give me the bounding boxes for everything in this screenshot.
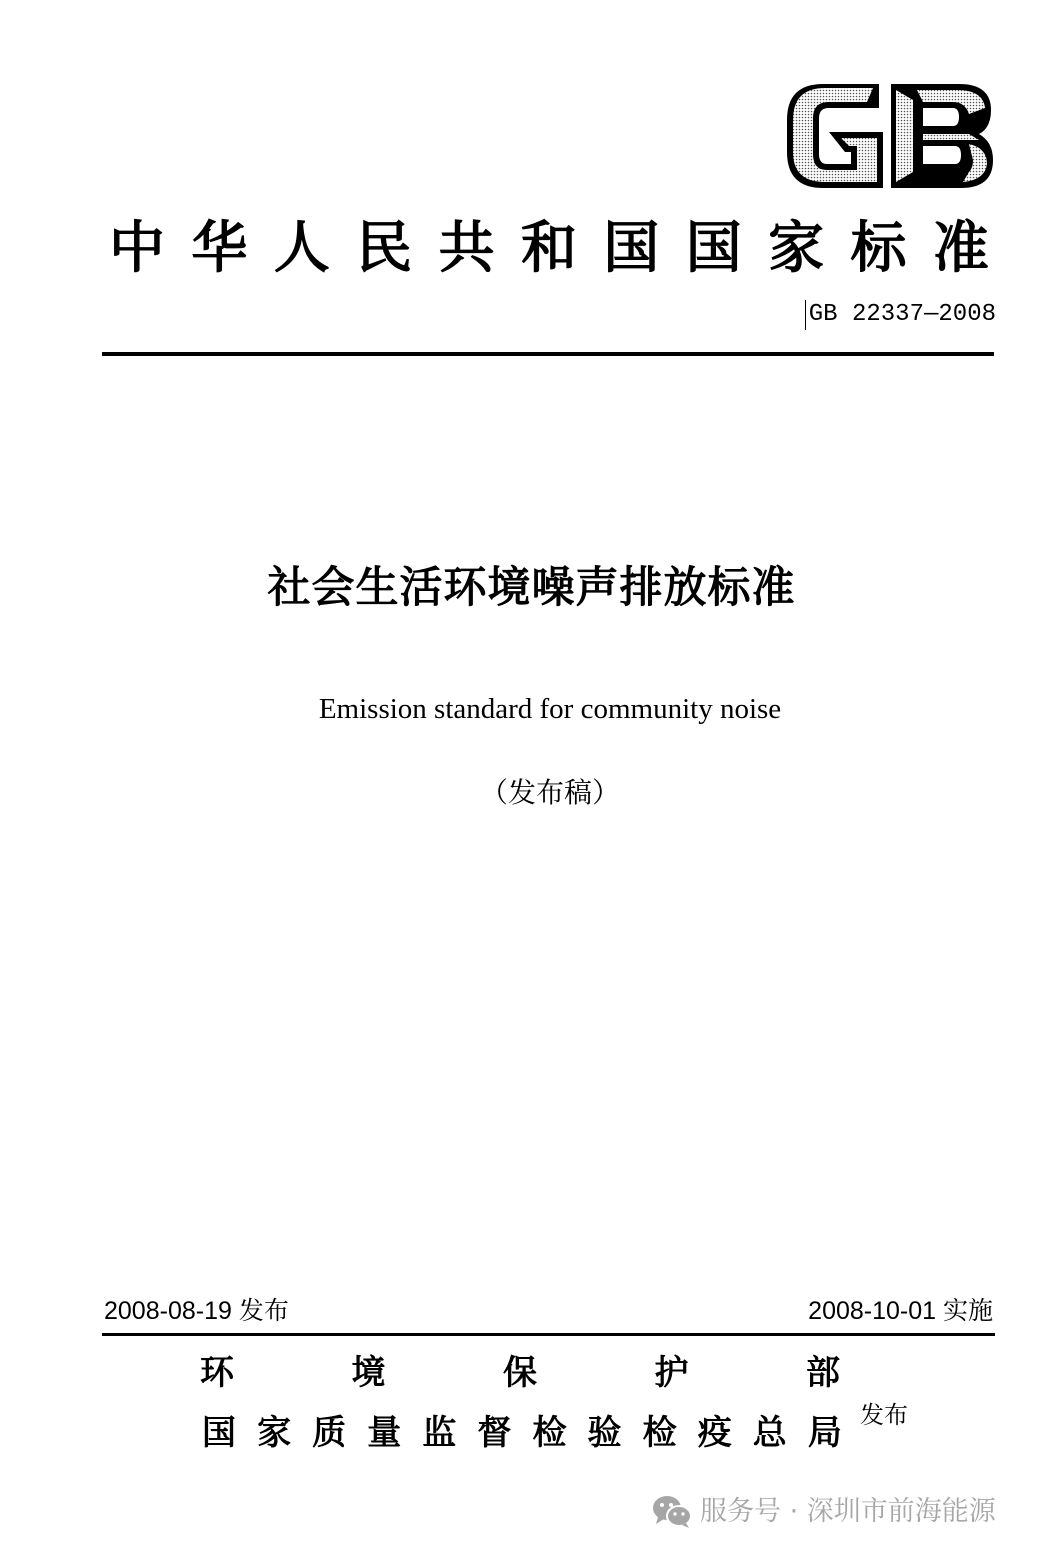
wechat-icon <box>652 1495 692 1529</box>
publisher-char: 家 <box>257 1413 292 1453</box>
publisher-char: 保 <box>503 1353 537 1393</box>
publisher-aqsiq <box>202 1410 842 1456</box>
title-char: 家 <box>768 216 825 281</box>
implementation-date: 2008-10-01 实施 <box>808 1297 993 1325</box>
header-divider <box>102 352 994 356</box>
publisher-char: 疫 <box>697 1413 732 1453</box>
title-char: 中 <box>109 216 165 281</box>
publisher-char: 验 <box>587 1413 622 1453</box>
publisher-char: 护 <box>654 1353 689 1393</box>
draft-label: （发布稿） <box>479 776 620 809</box>
title-char: 国 <box>685 216 742 281</box>
publisher-char: 国 <box>202 1413 236 1453</box>
publisher-ministry <box>200 1350 840 1396</box>
publish-label: 发布 <box>860 1401 908 1429</box>
document-title-en: Emission standard for community noise <box>318 693 782 725</box>
title-char: 标 <box>850 216 907 281</box>
publisher-char: 局 <box>807 1413 842 1453</box>
publisher-char: 检 <box>642 1413 677 1453</box>
watermark-text: 服务号 · 深圳市前海能源 <box>700 1496 996 1527</box>
publisher-char: 督 <box>477 1413 512 1453</box>
watermark <box>652 1490 996 1534</box>
publisher-char: 质 <box>312 1413 347 1453</box>
publisher-char: 部 <box>806 1353 840 1393</box>
title-char: 准 <box>932 216 989 281</box>
national-standard-title <box>104 214 994 284</box>
publisher-char: 境 <box>351 1353 386 1393</box>
publisher-char: 量 <box>367 1413 402 1453</box>
gb-logo-icon <box>783 80 996 192</box>
publisher-char: 环 <box>200 1353 234 1393</box>
publisher-char: 检 <box>532 1413 567 1453</box>
document-title-zh: 社会生活环境噪声排放标准 <box>267 563 796 613</box>
title-char: 华 <box>191 216 248 281</box>
title-char: 国 <box>603 216 660 281</box>
issue-date: 2008-08-19 发布 <box>104 1297 289 1325</box>
standard-number: GB 22337—2008 <box>805 300 996 330</box>
footer-divider <box>102 1333 995 1336</box>
title-char: 民 <box>356 216 413 281</box>
publisher-char: 监 <box>422 1413 457 1453</box>
publisher-char: 总 <box>752 1413 787 1453</box>
title-char: 和 <box>520 216 577 281</box>
title-char: 人 <box>273 216 330 281</box>
title-char: 共 <box>438 216 495 281</box>
